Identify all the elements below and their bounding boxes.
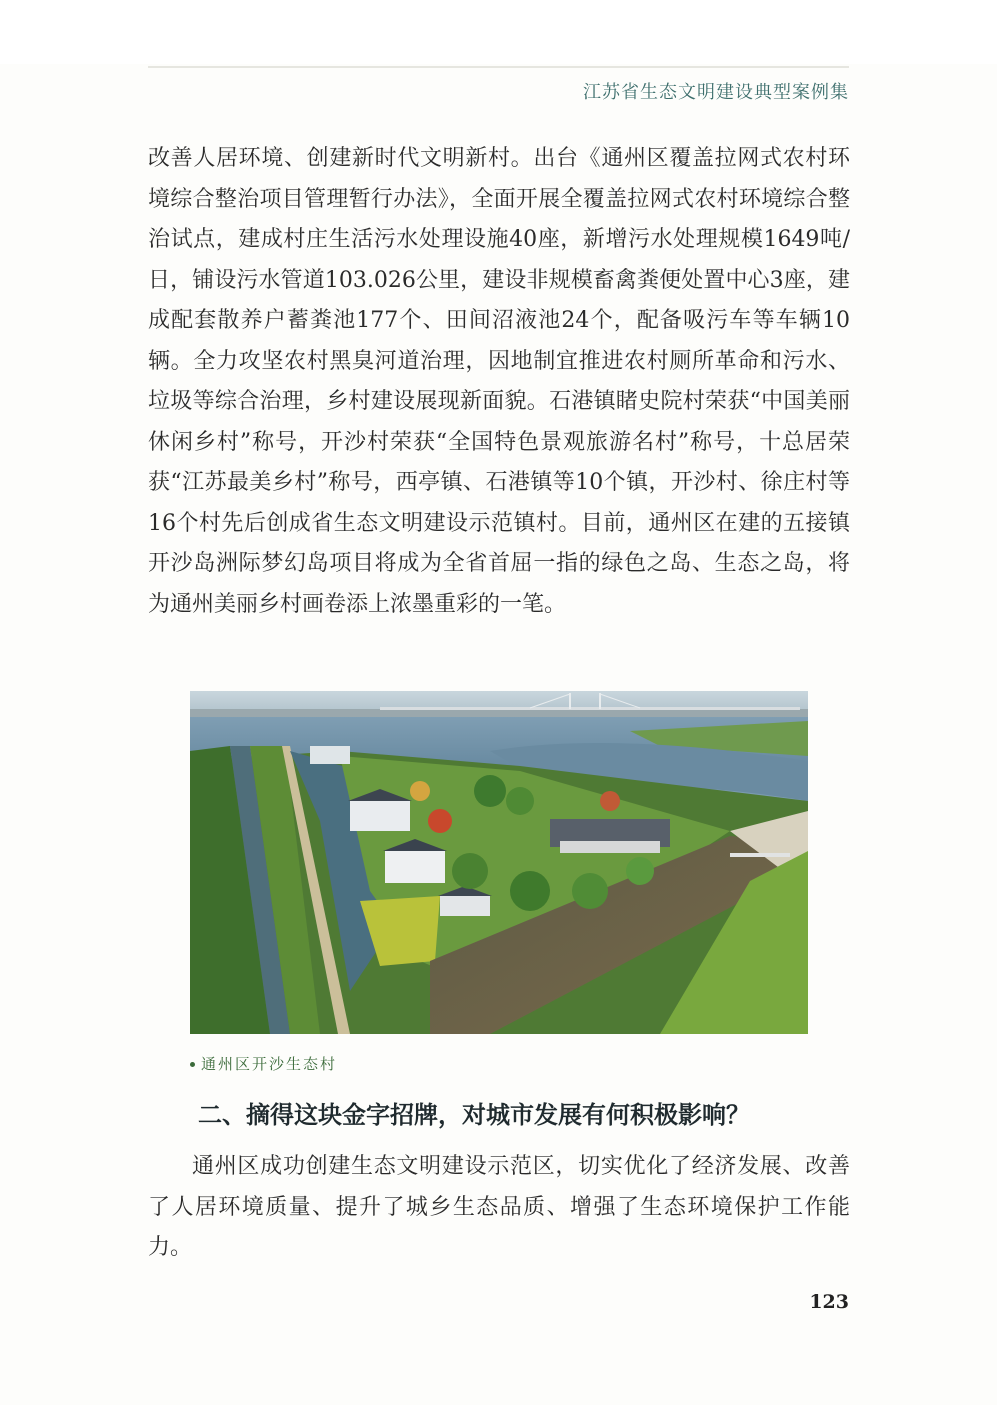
body-paragraph-2: 通州区成功创建生态文明建设示范区，切实优化了经济发展、改善了人居环境质量、提升了城乡生态品质、增强了生态环境保护工作能力。 — [148, 1154, 850, 1260]
section-heading: 二、摘得这块金字招牌，对城市发展有何积极影响？ — [198, 1101, 750, 1129]
figure-caption — [190, 1053, 337, 1074]
caption-bullet-icon — [190, 1062, 195, 1067]
figure-caption-text: 通州区开沙生态村 — [201, 1055, 338, 1073]
header-band — [0, 0, 997, 64]
header-divider — [148, 66, 849, 68]
page-number: 123 — [809, 1291, 849, 1313]
aerial-photo-eco-village — [190, 691, 808, 1034]
body-paragraph-1: 改善人居环境、创建新时代文明新村。出台《通州区覆盖拉网式农村环境综合整治项目管理暂行办法》，全面开展全覆盖拉网式农村环境综合整治试点，建成村庄生活污水处理设施40座，新增污水处理规模1649吨/日，铺设污水管道103.026公里，建设非规模畜禽粪便处置中心3座，建成配套散养户蓄粪池177个、田间沼液池24个，配备吸污车等车辆10辆。全力攻坚农村黑臭河道治理，因地制宜推进农村厕所革命和污水、垃圾等综合治理，乡村建设展现新面貌。石港镇睹史院村荣获“中国美丽休闲乡村”称号，开沙村荣获“全国特色景观旅游名村”称号，十总居荣获“江苏最美乡村”称号，西亭镇、石港镇等10个镇，开沙村、徐庄村等16个村先后创成省生态文明建设示范镇村。目前，通州区在建的五接镇开沙岛洲际梦幻岛项目将成为全省首屈一指的绿色之岛、生态之岛，将为通州美丽乡村画卷添上浓墨重彩的一笔。 — [148, 146, 850, 617]
running-title: 江苏省生态文明建设典型案例集 — [583, 82, 849, 103]
